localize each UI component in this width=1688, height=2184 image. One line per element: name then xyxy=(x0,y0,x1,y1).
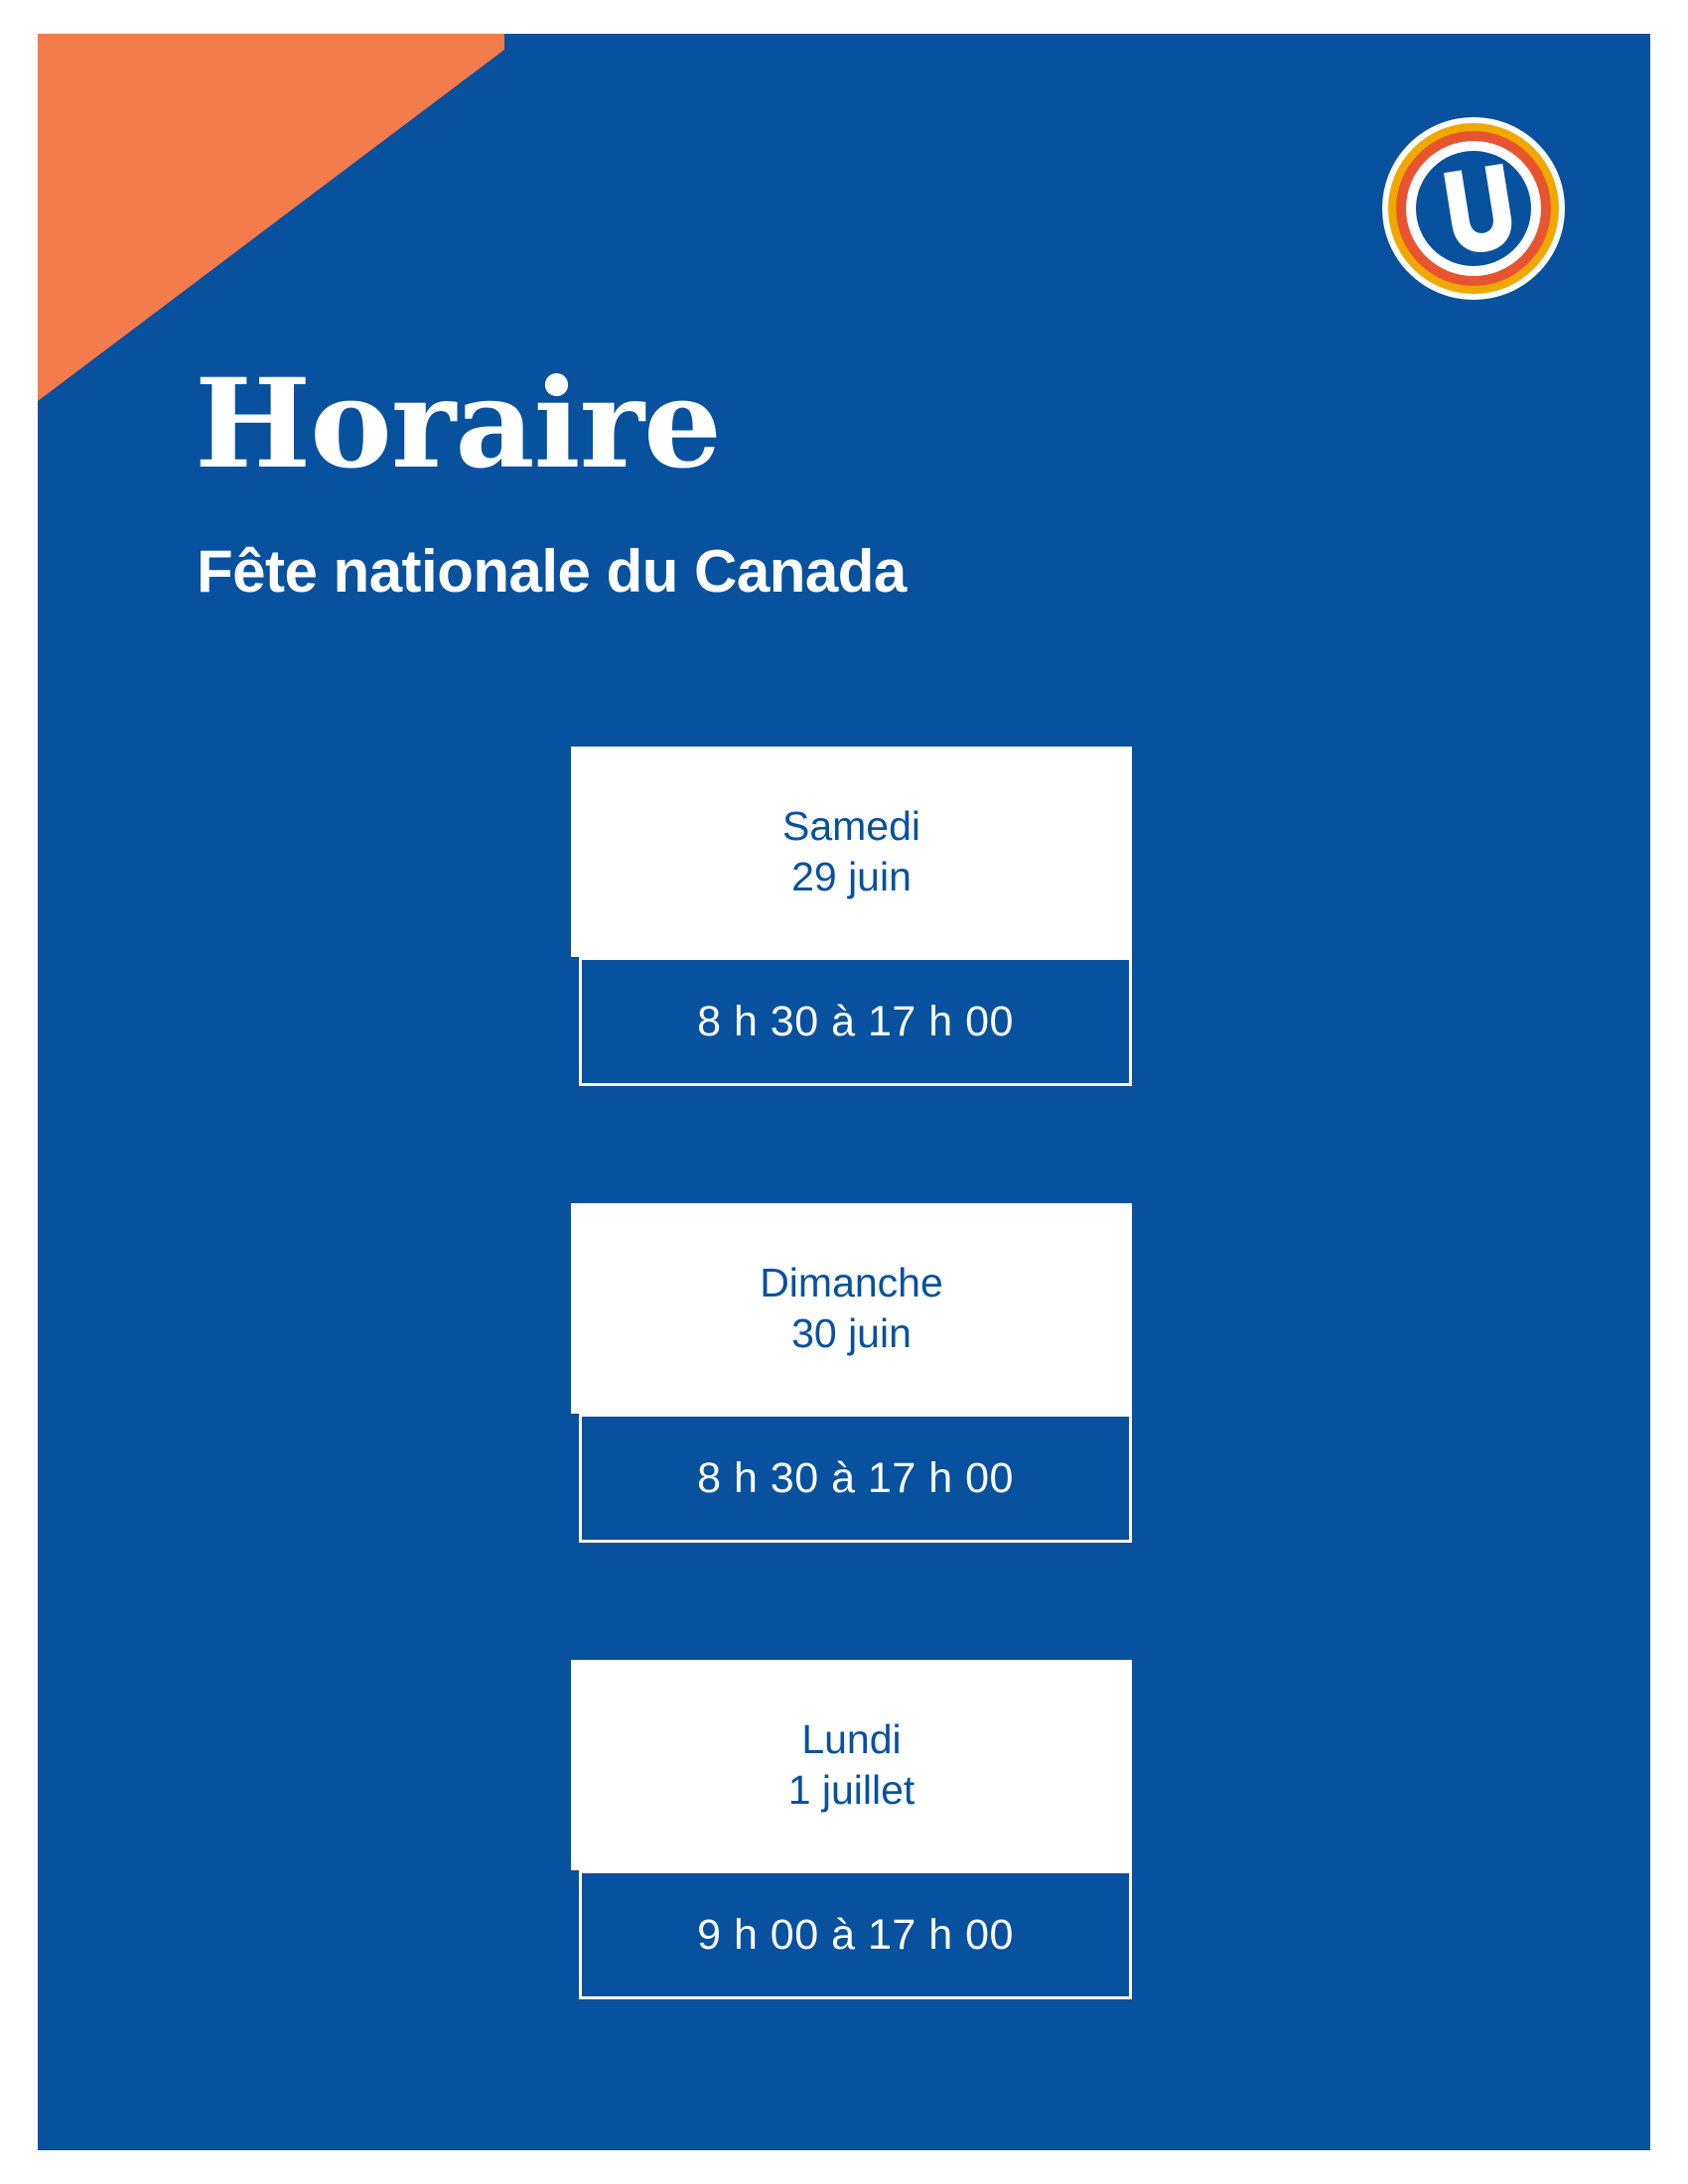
schedule-hours: 9 h 00 à 17 h 00 xyxy=(579,1870,1132,1999)
page-title: Horaire xyxy=(195,352,721,496)
schedule-card-day xyxy=(571,1660,1132,1870)
schedule-day-name: Dimanche xyxy=(760,1260,943,1306)
schedule-date: 30 juin xyxy=(791,1310,912,1356)
poster xyxy=(38,34,1650,2150)
orange-corner-banner xyxy=(38,34,504,401)
schedule-date: 29 juin xyxy=(791,854,912,899)
schedule-card xyxy=(571,747,1132,1086)
schedule-card xyxy=(571,1203,1132,1543)
schedule-list xyxy=(571,747,1132,1999)
schedule-hours: 8 h 30 à 17 h 00 xyxy=(579,1414,1132,1543)
schedule-card-day xyxy=(571,747,1132,957)
schedule-day-name: Samedi xyxy=(781,803,920,850)
schedule-hours: 8 h 30 à 17 h 00 xyxy=(579,957,1132,1086)
schedule-date: 1 juillet xyxy=(787,1767,915,1813)
schedule-card xyxy=(571,1660,1132,1999)
schedule-day-name: Lundi xyxy=(801,1716,902,1763)
university-logo xyxy=(1378,113,1569,304)
schedule-card-day xyxy=(571,1203,1132,1414)
page-subtitle: Fête nationale du Canada xyxy=(197,538,907,605)
